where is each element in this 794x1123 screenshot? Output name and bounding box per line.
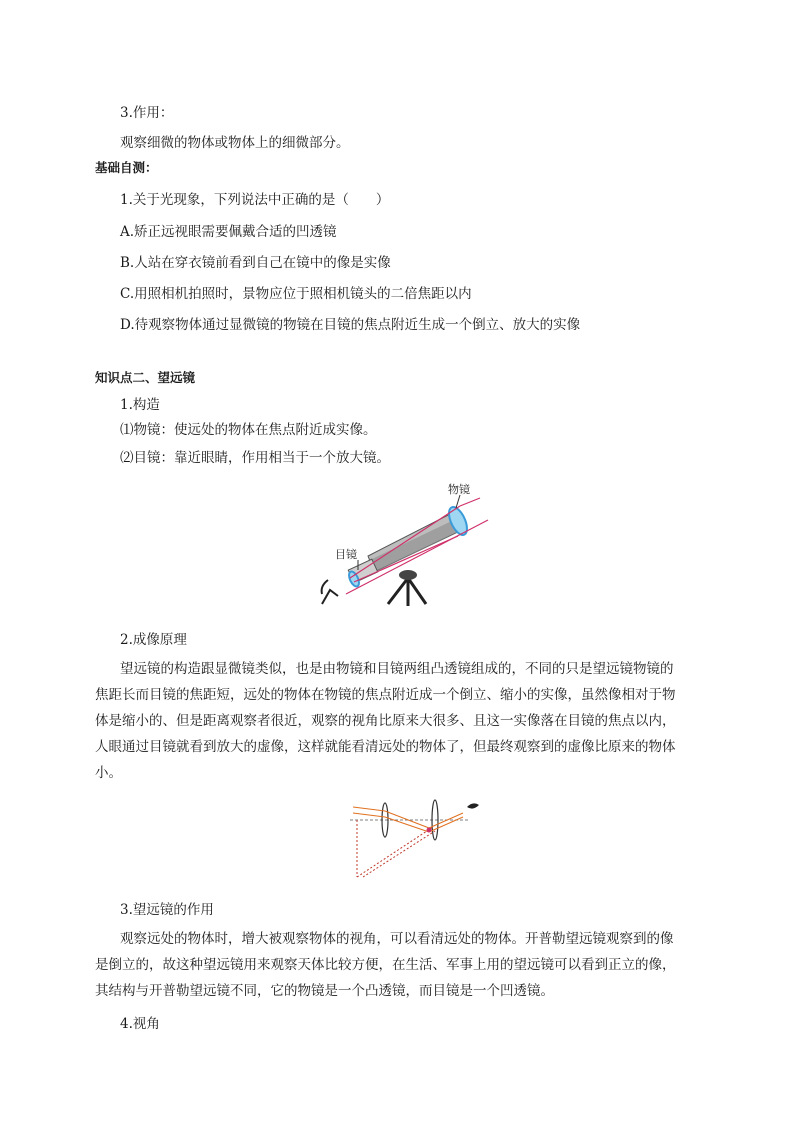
tripod-icon bbox=[388, 578, 426, 606]
section-title-function: 3.作用： bbox=[120, 105, 174, 121]
principle-paragraph bbox=[95, 656, 705, 786]
question-option-c: C.用照相机拍照时，景物应位于照相机镜头的二倍焦距以内 bbox=[120, 286, 472, 302]
question-option-a: A.矫正远视眼需要佩戴合适的凹透镜 bbox=[120, 224, 337, 240]
function-line: 是倒立的，故这种望远镜用来观察天体比较方便，在生活、军事上用的望远镜可以看到正立的像， bbox=[95, 957, 676, 973]
kp2-heading: 知识点二、望远镜 bbox=[95, 370, 196, 385]
principle-line: 望远镜的构造跟显微镜类似，也是由物镜和目镜两组凸透镜组成的，不同的只是望远镜物镜的 bbox=[120, 661, 674, 677]
principle-line: 体是缩小的、但是距离观察者很近，观察的视角比原来大很多、且这一实像落在目镜的焦点以内， bbox=[95, 713, 676, 729]
visual-angle-title: 4.视角 bbox=[120, 1016, 160, 1032]
label-objective: 物镜 bbox=[448, 483, 470, 496]
eye-icon bbox=[322, 580, 338, 604]
structure-title: 1.构造 bbox=[120, 397, 160, 413]
principle-title: 2.成像原理 bbox=[120, 632, 187, 648]
principle-line: 小。 bbox=[95, 765, 122, 781]
function-title: 3.望远镜的作用 bbox=[120, 902, 214, 918]
label-eyepiece: 目镜 bbox=[335, 548, 357, 561]
question-stem: 1.关于光现象，下列说法中正确的是（ ） bbox=[120, 192, 390, 208]
principle-line: 人眼通过目镜就看到放大的虚像，这样就能看清远处的物体了，但最终观察到的虚像比原来的物体 bbox=[95, 739, 676, 755]
function-line: 观察远处的物体时，增大被观察物体的视角，可以看清远处的物体。开普勒望远镜观察到的像 bbox=[120, 931, 674, 947]
structure-item-objective: ⑴物镜：使远处的物体在焦点附近成实像。 bbox=[120, 422, 377, 438]
function-line: 其结构与开普勒望远镜不同，它的物镜是一个凸透镜，而目镜是一个凹透镜。 bbox=[95, 983, 554, 999]
ray-diagram-figure bbox=[345, 795, 485, 885]
self-test-heading: 基础自测： bbox=[95, 160, 158, 175]
structure-item-eyepiece: ⑵目镜：靠近眼睛，作用相当于一个放大镜。 bbox=[120, 450, 390, 466]
eye-icon bbox=[467, 803, 479, 808]
section-text-function: 观察细微的物体或物体上的细微部分。 bbox=[120, 135, 350, 151]
telescope-figure bbox=[310, 478, 510, 608]
principle-line: 焦距长而目镜的焦距短，远处的物体在物镜的焦点附近成一个倒立、缩小的实像，虽然像相对于物 bbox=[95, 687, 676, 703]
question-option-d: D.待观察物体通过显微镜的物镜在目镜的焦点附近生成一个倒立、放大的实像 bbox=[120, 317, 581, 333]
function-paragraph bbox=[95, 926, 705, 1004]
question-option-b: B.人站在穿衣镜前看到自己在镜中的像是实像 bbox=[120, 255, 391, 271]
